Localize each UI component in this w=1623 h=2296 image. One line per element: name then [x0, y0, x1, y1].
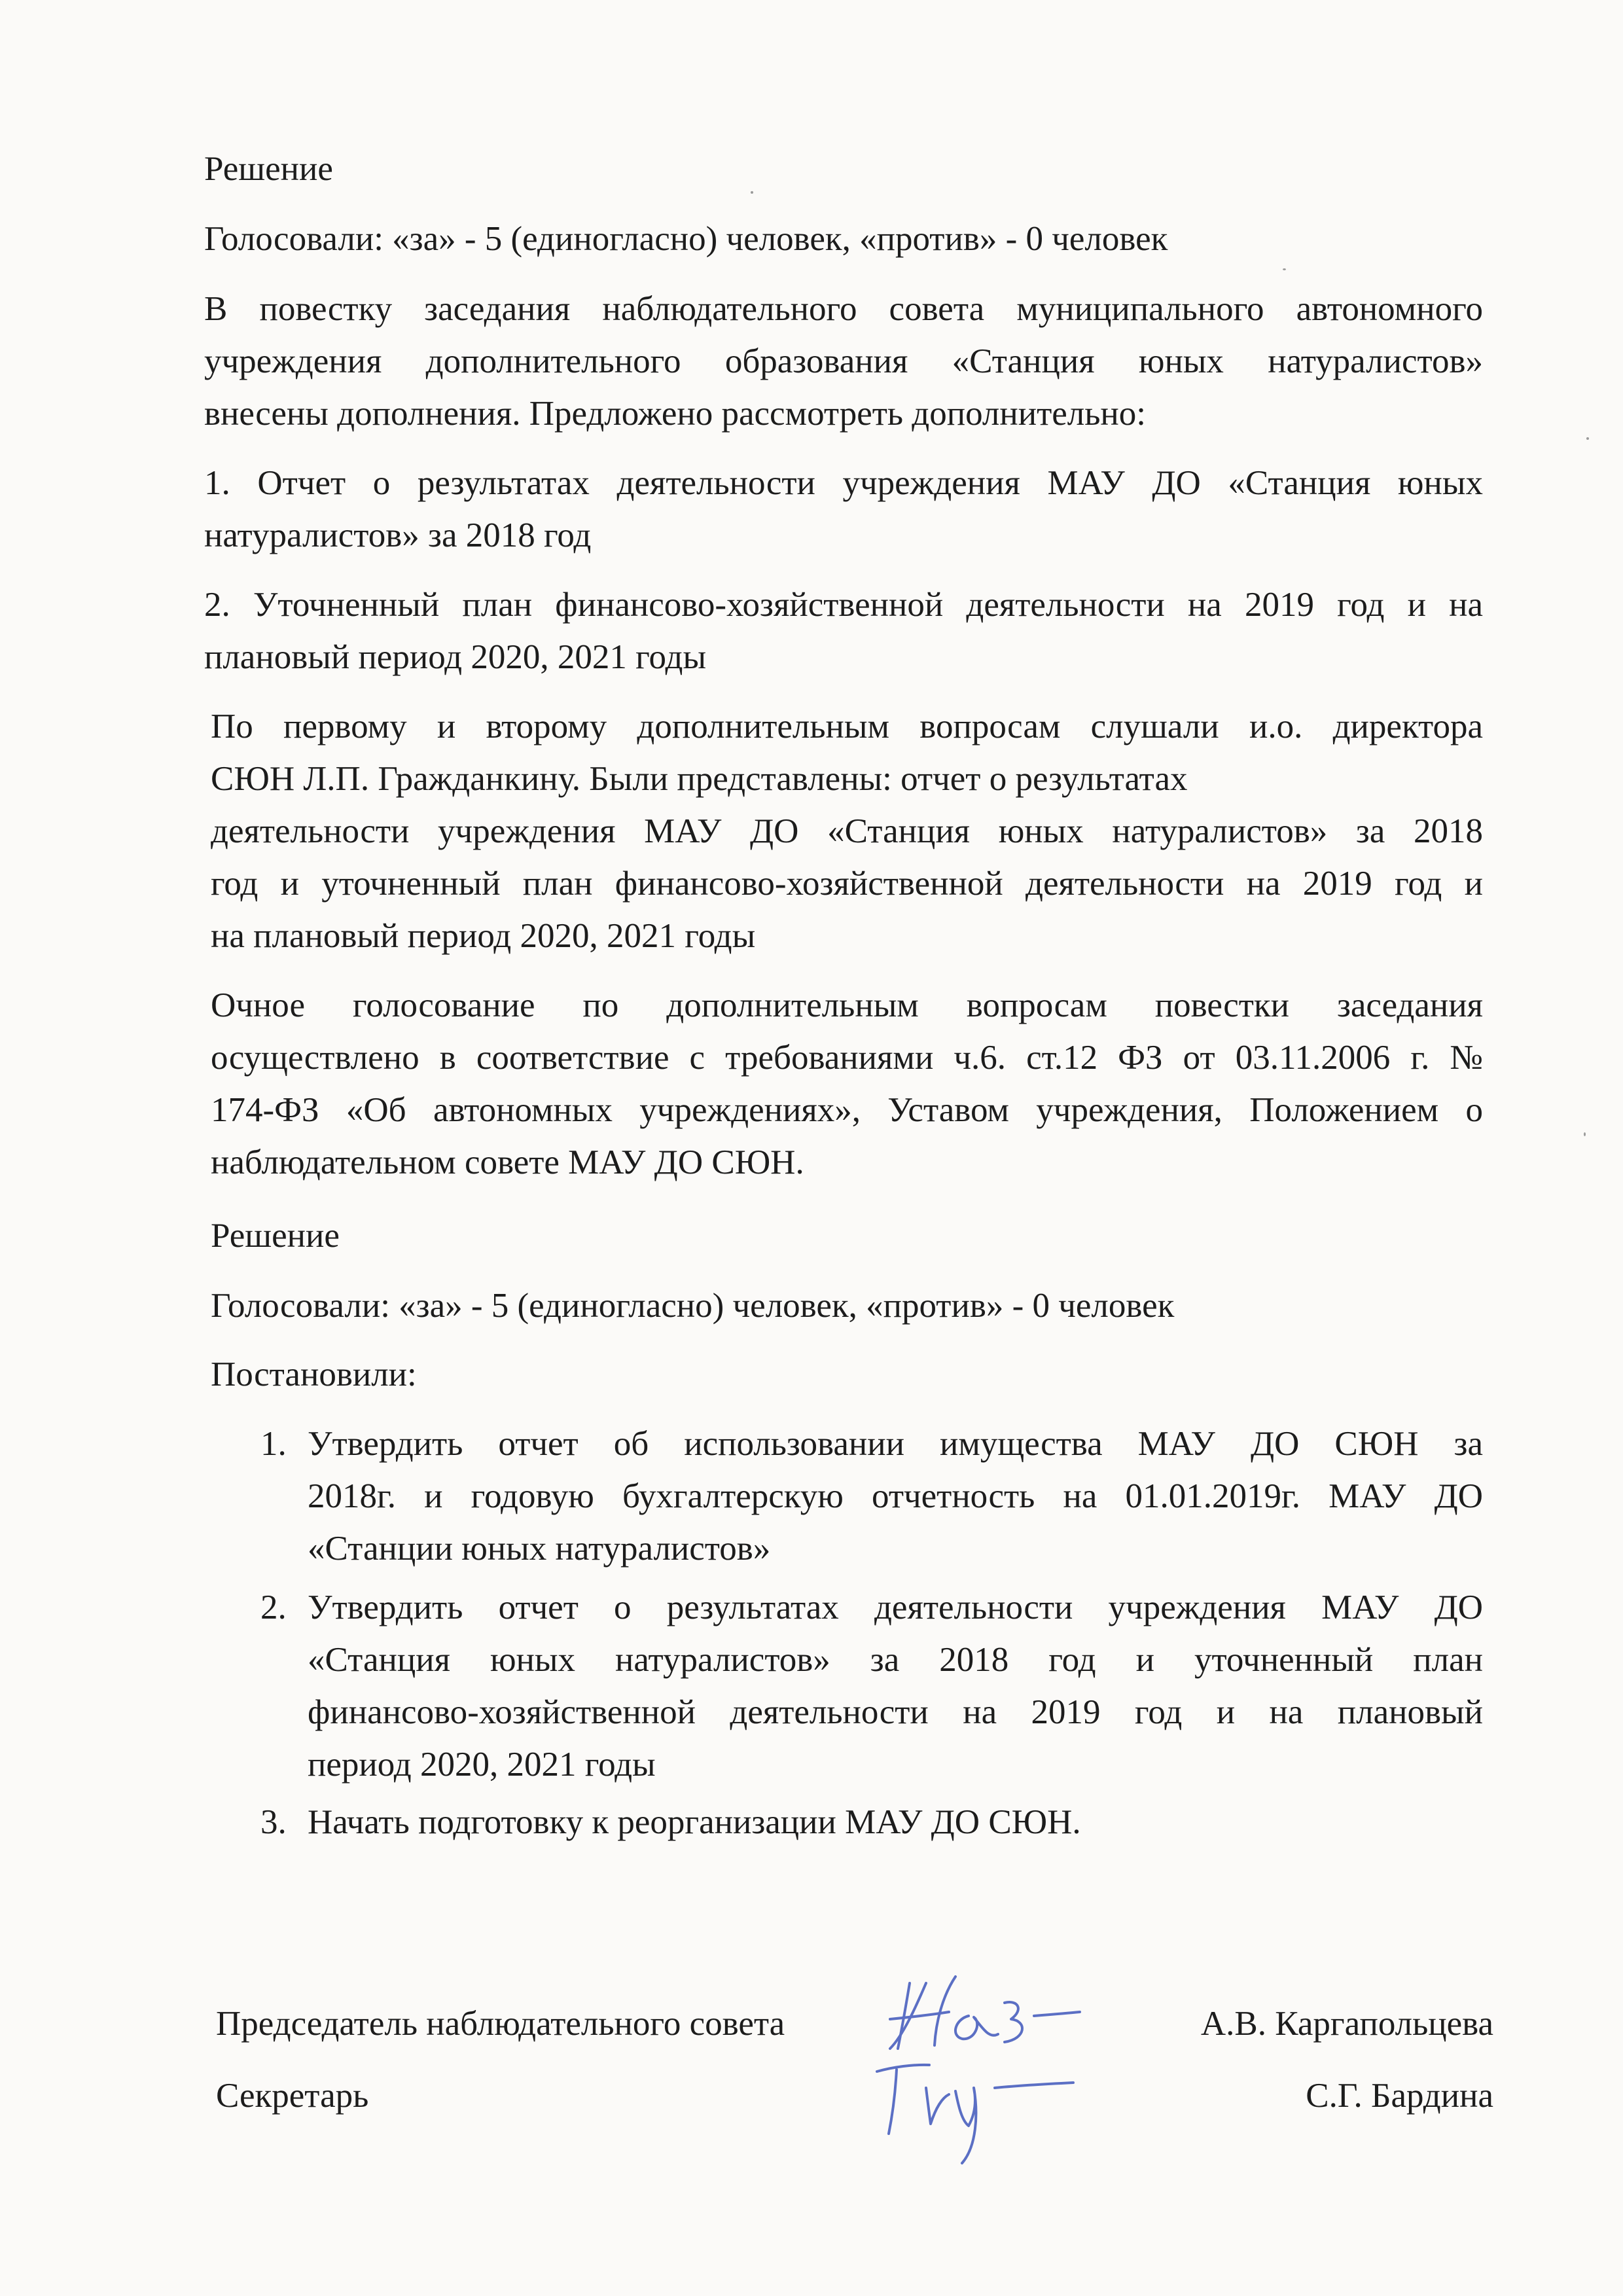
- secretary-title: Секретарь: [216, 2077, 369, 2115]
- scan-speck: [751, 191, 753, 194]
- list-line: «Станция юных натуралистов» за 2018 год и уточненный план: [308, 1641, 1483, 1679]
- paragraph-line: год и уточненный план финансово-хозяйственной деятельности на 2019 год и: [211, 865, 1483, 903]
- chair-title: Председатель наблюдательного совета: [216, 2005, 785, 2043]
- paragraph-line: натуралистов» за 2018 год: [204, 516, 592, 554]
- scan-speck: [1586, 437, 1589, 440]
- paragraph-line: По первому и второму дополнительным вопросам слушали и.о. директора: [211, 708, 1483, 745]
- list-line: 2018г. и годовую бухгалтерскую отчетность на 01.01.2019г. МАУ ДО: [308, 1477, 1483, 1515]
- paragraph-line: наблюдательном совете МАУ ДО СЮН.: [211, 1143, 804, 1181]
- paragraph-line: В повестку заседания наблюдательного совета муниципального автономного: [204, 290, 1483, 328]
- list-line: период 2020, 2021 годы: [308, 1746, 656, 1784]
- list-line: Утвердить отчет об использовании имущества МАУ ДО СЮН за: [308, 1425, 1483, 1463]
- list-line: Утвердить отчет о результатах деятельности учреждения МАУ ДО: [308, 1588, 1483, 1626]
- secretary-name: С.Г. Бардина: [1306, 2077, 1493, 2115]
- secretary-signature: [864, 2042, 1099, 2173]
- list-number: 3.: [260, 1803, 287, 1841]
- vote-result-1: Голосовали: «за» - 5 (единогласно) человек, «против» - 0 человек: [204, 220, 1168, 258]
- paragraph-line: осуществлено в соответствие с требованиями ч.6. ст.12 ФЗ от 03.11.2006 г. №: [211, 1039, 1483, 1077]
- paragraph-line: на плановый период 2020, 2021 годы: [211, 917, 756, 955]
- scan-speck: [1283, 268, 1286, 270]
- list-number: 2.: [260, 1588, 287, 1626]
- list-line: финансово-хозяйственной деятельности на 2019 год и на плановый: [308, 1693, 1483, 1731]
- signature-strokes: [877, 2065, 1073, 2163]
- paragraph-line: 174-ФЗ «Об автономных учреждениях», Уставом учреждения, Положением о: [211, 1091, 1483, 1129]
- vote-result-2: Голосовали: «за» - 5 (единогласно) человек, «против» - 0 человек: [211, 1287, 1175, 1325]
- decision-heading-1: Решение: [204, 150, 333, 188]
- paragraph-line: учреждения дополнительного образования «Станция юных натуралистов»: [204, 342, 1483, 380]
- paragraph-line: внесены дополнения. Предложено рассмотреть дополнительно:: [204, 395, 1146, 433]
- list-line: Начать подготовку к реорганизации МАУ ДО СЮН.: [308, 1803, 1081, 1841]
- signature-strokes: [890, 1977, 1080, 2049]
- list-number: 1.: [260, 1425, 287, 1463]
- paragraph-line: СЮН Л.П. Гражданкину. Были представлены: отчет о результатах: [211, 760, 1188, 798]
- resolved-heading: Постановили:: [211, 1355, 417, 1393]
- paragraph-line: 1. Отчет о результатах деятельности учреждения МАУ ДО «Станция юных: [204, 464, 1483, 502]
- paragraph-line: плановый период 2020, 2021 годы: [204, 638, 707, 676]
- paragraph-line: Очное голосование по дополнительным вопросам повестки заседания: [211, 986, 1483, 1024]
- scan-speck: [1584, 1132, 1586, 1136]
- chair-name: А.В. Каргапольцева: [1200, 2005, 1493, 2043]
- list-line: «Станции юных натуралистов»: [308, 1530, 771, 1568]
- paragraph-line: 2. Уточненный план финансово-хозяйственной деятельности на 2019 год и на: [204, 586, 1483, 624]
- paragraph-line: деятельности учреждения МАУ ДО «Станция юных натуралистов» за 2018: [211, 812, 1483, 850]
- decision-heading-2: Решение: [211, 1217, 340, 1255]
